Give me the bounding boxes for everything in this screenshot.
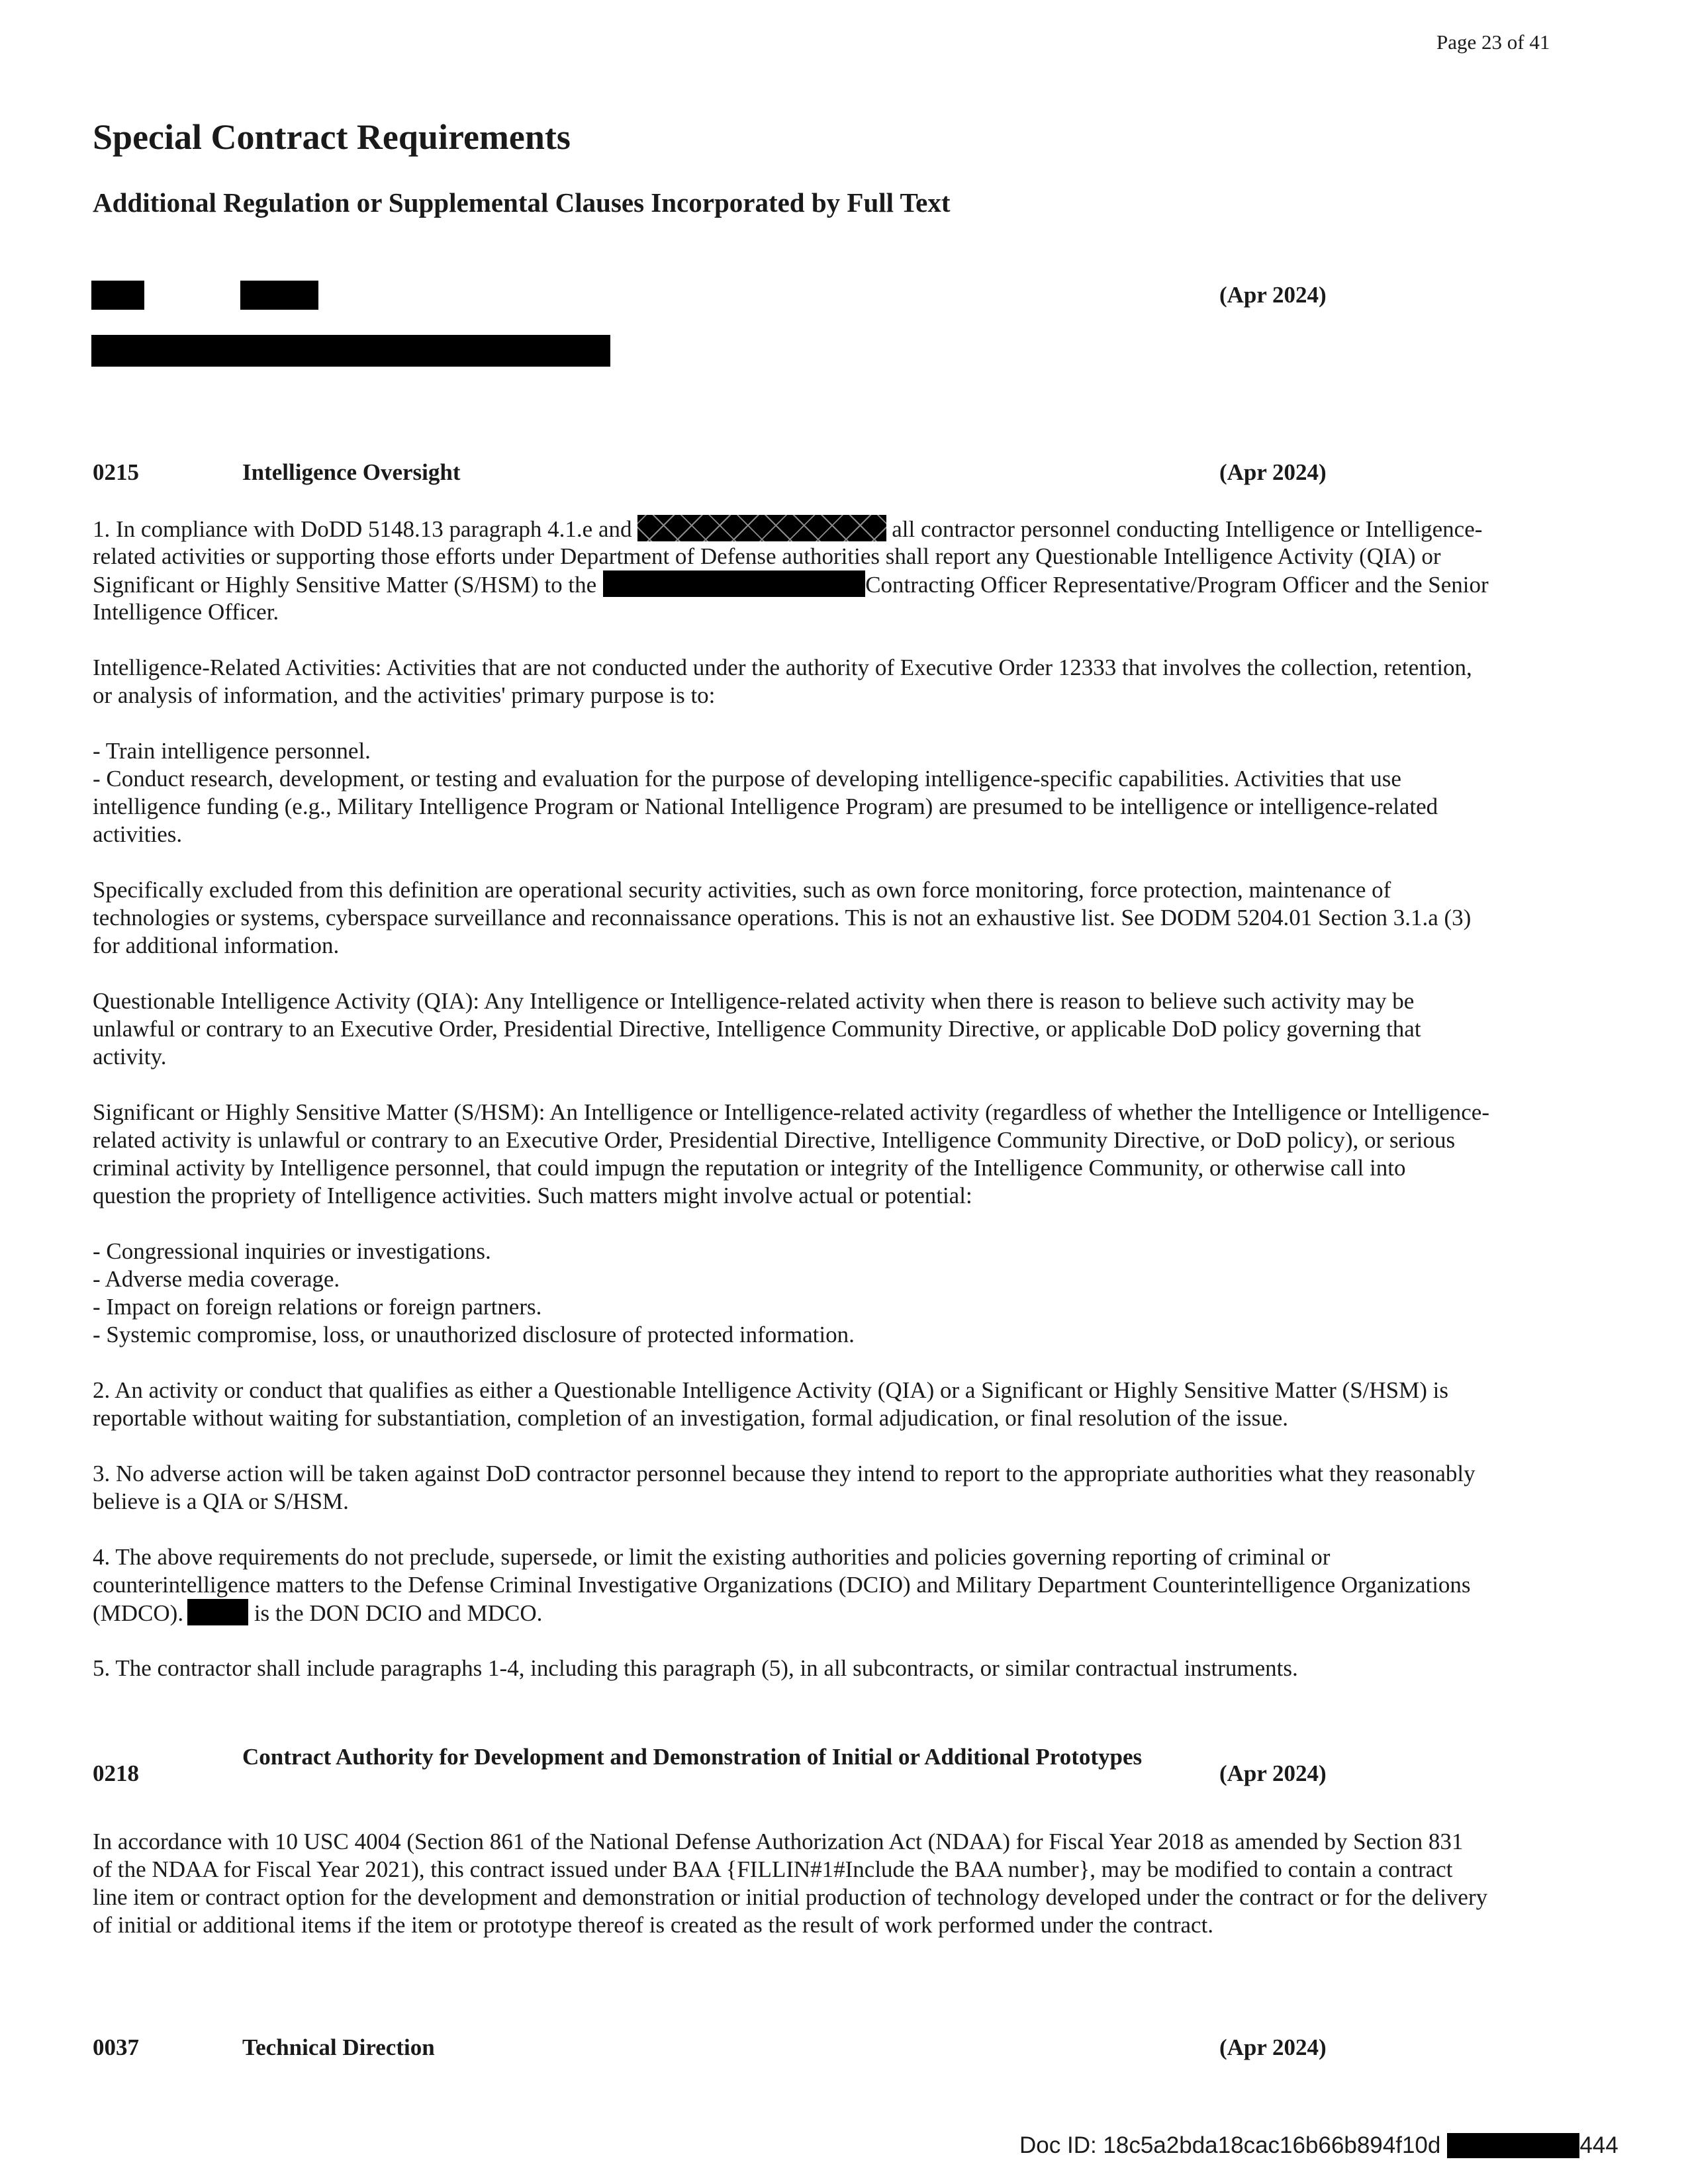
text-line: 3. No adverse action will be taken against DoD contractor personnel because they intend to report to the appropriate authorities what they reasonably bbox=[93, 1461, 1476, 1486]
clause-number: 0218 bbox=[93, 1760, 139, 1786]
redaction-clause-number bbox=[91, 281, 144, 310]
redaction-clause-subtitle bbox=[91, 335, 610, 367]
paragraph bbox=[93, 515, 1595, 626]
text-line: related activity is unlawful or contrary to an Executive Order, Presidential Directive, Intelligence Community Directive, or DoD policy), or serious bbox=[93, 1127, 1456, 1153]
text-line: - Congressional inquiries or investigations. bbox=[93, 1238, 491, 1264]
paragraph bbox=[93, 1238, 1595, 1349]
redaction-clause-title bbox=[240, 281, 318, 310]
text-segment: 1. In compliance with DoDD 5148.13 paragraph 4.1.e and bbox=[93, 516, 632, 542]
page-number: Page 23 of 41 bbox=[1436, 30, 1550, 54]
doc-id-suffix: 444 bbox=[1579, 2132, 1618, 2158]
text-line: Specifically excluded from this definition are operational security activities, such as own force monitoring, force protection, maintenance of bbox=[93, 877, 1391, 903]
text-segment: Contracting Officer Representative/Program Officer and the Senior bbox=[865, 572, 1489, 598]
paragraph bbox=[93, 987, 1595, 1071]
text-segment: Significant or Highly Sensitive Matter (S/HSM) to the bbox=[93, 572, 597, 598]
text-line: line item or contract option for the development and demonstration or initial production of technology developed under the contract or for the delivery bbox=[93, 1884, 1488, 1910]
text-line: believe is a QIA or S/HSM. bbox=[93, 1488, 349, 1514]
page-subtitle: Additional Regulation or Supplemental Clauses Incorporated by Full Text bbox=[93, 187, 951, 218]
redaction-box bbox=[187, 1599, 248, 1625]
text-line: related activities or supporting those efforts under Department of Defense authorities shall report any Questionable Intelligence Activity (QIA) or bbox=[93, 543, 1441, 569]
text-line: In accordance with 10 USC 4004 (Section 861 of the National Defense Authorization Act (NDAA) for Fiscal Year 2018 as amended by Section 831 bbox=[93, 1829, 1464, 1854]
clause-number: 0215 bbox=[93, 459, 139, 485]
clause-title: Technical Direction bbox=[242, 2034, 435, 2060]
text-line: - Train intelligence personnel. bbox=[93, 738, 371, 764]
text-line: - Impact on foreign relations or foreign partners. bbox=[93, 1294, 542, 1320]
text-line: unlawful or contrary to an Executive Order, Presidential Directive, Intelligence Community Directive, or applicable DoD policy governing that bbox=[93, 1016, 1421, 1042]
paragraph bbox=[93, 654, 1595, 709]
clause-date: (Apr 2024) bbox=[1219, 282, 1327, 308]
doc-id-text: Doc ID: 18c5a2bda18cac16b66b894f10d bbox=[1019, 2132, 1441, 2158]
text-line: 2. An activity or conduct that qualifies as either a Questionable Intelligence Activity (QIA) or a Significant or Highly Sensitive Matter (S/HSM) is bbox=[93, 1377, 1449, 1403]
clause-number: 0037 bbox=[93, 2034, 139, 2060]
text-segment: all contractor personnel conducting Intelligence or Intelligence- bbox=[886, 516, 1483, 542]
redaction-box bbox=[637, 515, 886, 541]
text-line: activity. bbox=[93, 1044, 167, 1069]
text-line: Intelligence Officer. bbox=[93, 599, 279, 625]
redaction-box bbox=[1447, 2133, 1579, 2158]
text-line: 5. The contractor shall include paragraphs 1-4, including this paragraph (5), in all subcontracts, or similar contractual instruments. bbox=[93, 1655, 1298, 1681]
redaction-box bbox=[603, 570, 865, 597]
text-segment: (MDCO). bbox=[93, 1600, 184, 1626]
paragraph bbox=[93, 1377, 1595, 1432]
text-line: criminal activity by Intelligence personnel, that could impugn the reputation or integrity of the Intelligence Community, or otherwise call into bbox=[93, 1155, 1406, 1181]
text-line: Intelligence-Related Activities: Activities that are not conducted under the authority of Executive Order 12333 that involves the collection, retention, bbox=[93, 655, 1472, 680]
clause-date: (Apr 2024) bbox=[1219, 1760, 1327, 1786]
text-line: Significant or Highly Sensitive Matter (S/HSM): An Intelligence or Intelligence-related activity (regardless of whether the Intelligence or Intelligence- bbox=[93, 1099, 1489, 1125]
text-line: or analysis of information, and the activities' primary purpose is to: bbox=[93, 682, 716, 708]
paragraph bbox=[93, 1655, 1595, 1682]
clause-title: Contract Authority for Development and Demonstration of Initial or Additional Prototypes bbox=[242, 1744, 1143, 1770]
text-line: question the propriety of Intelligence activities. Such matters might involve actual or potential: bbox=[93, 1183, 972, 1208]
paragraph bbox=[93, 1543, 1595, 1627]
paragraph bbox=[93, 737, 1595, 848]
text-segment: is the DON DCIO and MDCO. bbox=[248, 1600, 543, 1626]
text-line: - Systemic compromise, loss, or unauthorized disclosure of protected information. bbox=[93, 1322, 855, 1347]
text-line: intelligence funding (e.g., Military Intelligence Program or National Intelligence Program) are presumed to be intelligence or intelligence-related bbox=[93, 794, 1438, 819]
paragraph bbox=[93, 876, 1595, 960]
clause-title: Intelligence Oversight bbox=[242, 459, 461, 485]
text-line: 4. The above requirements do not preclude, supersede, or limit the existing authorities and policies governing reporting of criminal or bbox=[93, 1544, 1331, 1570]
clause-date: (Apr 2024) bbox=[1219, 459, 1327, 485]
clause-date: (Apr 2024) bbox=[1219, 2034, 1327, 2060]
text-line: technologies or systems, cyberspace surveillance and reconnaissance operations. This is not an exhaustive list. See DODM 5204.01 Section 3.1.a (3) bbox=[93, 905, 1472, 931]
text-line: - Adverse media coverage. bbox=[93, 1266, 340, 1292]
text-line: for additional information. bbox=[93, 933, 340, 958]
text-line: - Conduct research, development, or testing and evaluation for the purpose of developing intelligence-specific capabilities. Activities that use bbox=[93, 766, 1401, 792]
paragraph bbox=[93, 1099, 1595, 1210]
text-line: of initial or additional items if the item or prototype thereof is created as the result of work performed under the contract. bbox=[93, 1912, 1214, 1938]
text-line: of the NDAA for Fiscal Year 2021), this contract issued under BAA {FILLIN#1#Include the BAA number}, may be modified to contain a contract bbox=[93, 1856, 1453, 1882]
text-line: activities. bbox=[93, 821, 183, 847]
text-line: counterintelligence matters to the Defense Criminal Investigative Organizations (DCIO) and Military Department Counterintelligence Organizations bbox=[93, 1572, 1471, 1598]
text-line: Questionable Intelligence Activity (QIA): Any Intelligence or Intelligence-related activity when there is reason to believe such activity may be bbox=[93, 988, 1415, 1014]
page-title: Special Contract Requirements bbox=[93, 117, 571, 157]
paragraph bbox=[93, 1828, 1595, 1939]
text-line: reportable without waiting for substantiation, completion of an investigation, formal adjudication, or final resolution of the issue. bbox=[93, 1405, 1288, 1431]
doc-id bbox=[1019, 2132, 1618, 2159]
paragraph bbox=[93, 1460, 1595, 1516]
